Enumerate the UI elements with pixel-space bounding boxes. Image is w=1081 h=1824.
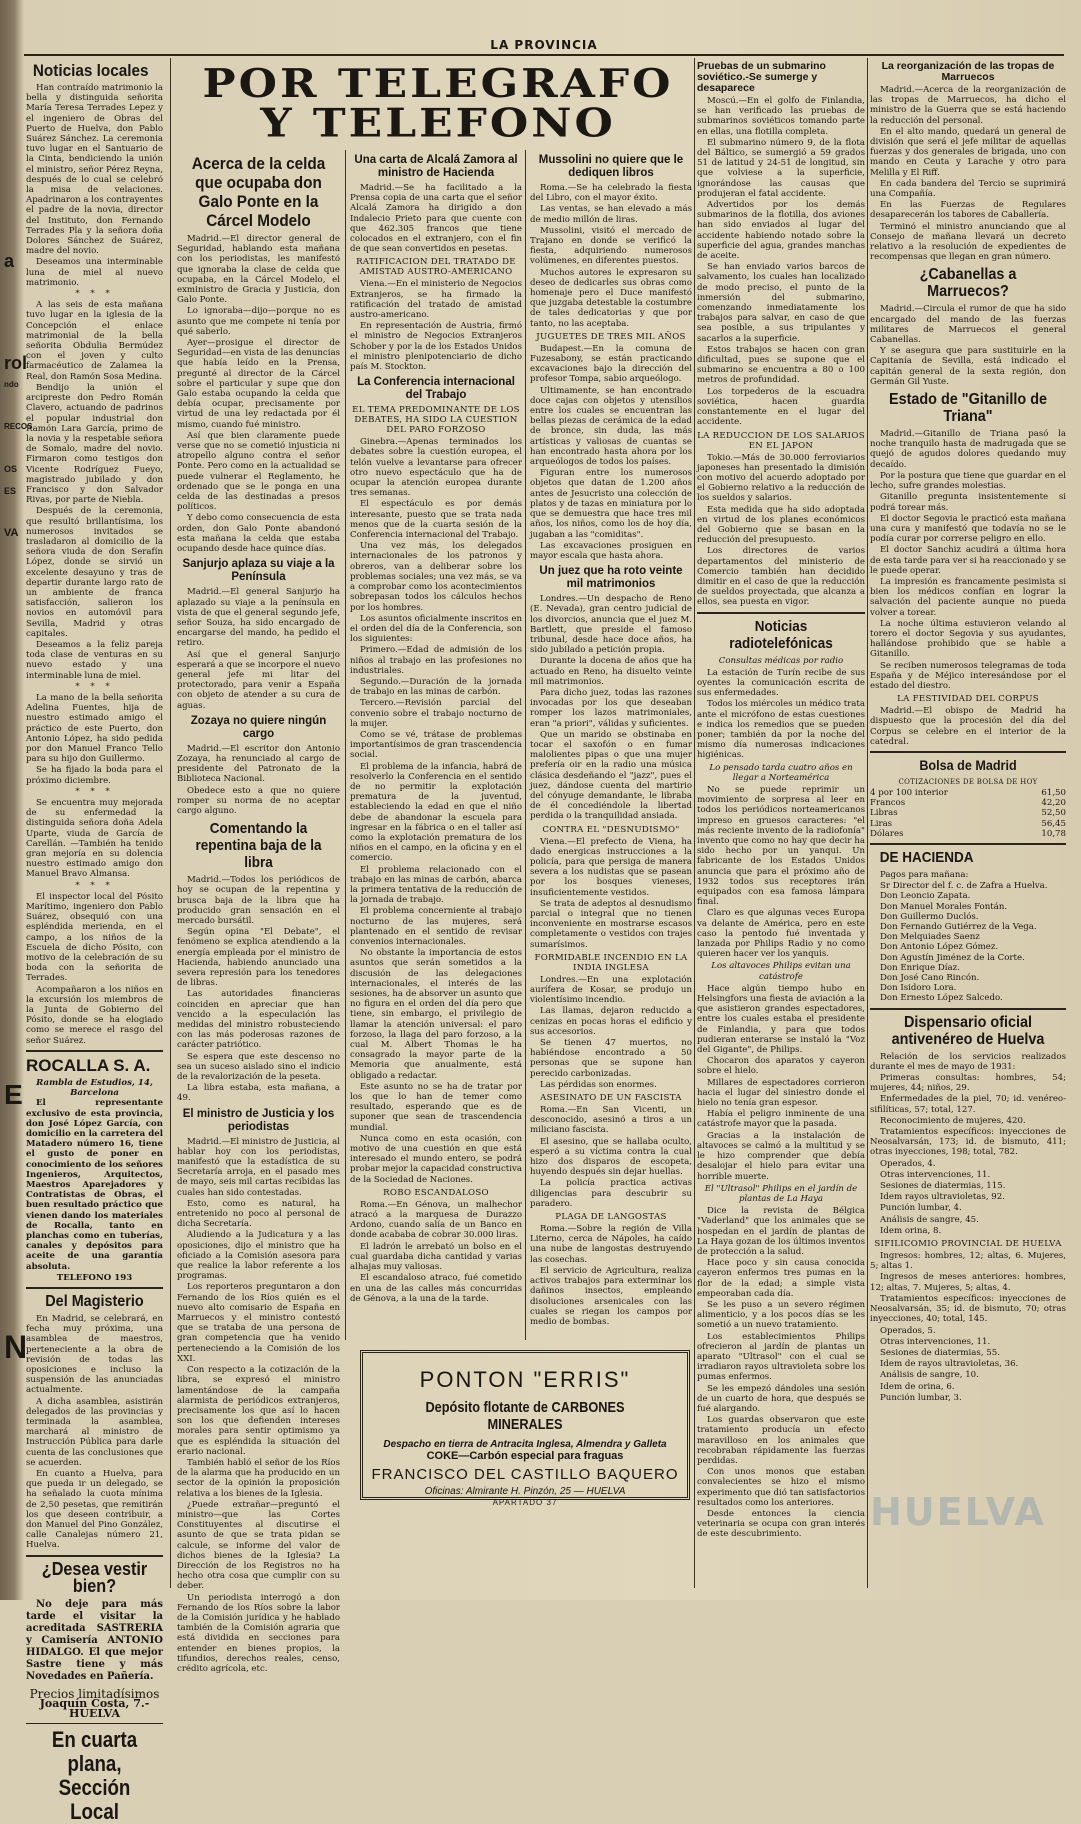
paragraph: El doctor Sanchiz acudirá a última hora de esta tarde para ver si ha reaccionado y se le puede operar. <box>870 545 1066 576</box>
paragraph: En el alto mando, quedará un general de división que será el jefe militar de aquellas fuerzas y dos generales de brigada, uno con mando en Ceuta y Larache y otro para Melilla y El Riff. <box>870 126 1066 178</box>
paragraph: Un periodista interrogó a don Fernando de los Ríos sobre la labor de la Comisión jurídica y he hablado también de la Comisión agraria que está dividida en secciones para entender en bienes propios, la tifundios, derechos reales, censo, crédito agrícola, etc. <box>177 1592 340 1674</box>
paragraph: Los asuntos oficialmente inscritos en el orden del día de la Conferencia, son los siguientes: <box>350 613 522 645</box>
paragraph: Había el peligro inminente de una catástrofe mayor que la pasada. <box>697 1109 865 1130</box>
paragraph: Madrid.—El obispo de Madrid ha dispuesto que la procesión del día del Corpus se celebre en el interior de la catedral. <box>870 706 1066 747</box>
paragraph: Viena.—El prefecto de Viena, ha dado energicas instrucciones a la policía, para que persiga de manera severa a los nudistas que se pasean por los bosques vieneses, insuficientemente vestidos. <box>530 836 692 898</box>
headline-radio: Noticias radiotelefónicas <box>729 617 833 652</box>
paragraph: Tratamientos específicos: inyecciones de Neosalvarsán, 35; id. de bismuto, 70; otras inyecciones, 40; total, 145. <box>870 1293 1066 1325</box>
paragraph: El escandaloso atraco, fué cometido en una de las calles más concurridas de Génova, a la una de la tarde. <box>350 1273 522 1304</box>
paragraph: El submarino número 9, de la flota del Báltico, se sumergió a 59 grados 51 de latitud y 24-51 de longitud, sin que volviese a la superficie, ignorándose las causas que produjeran el fatal accidente. <box>697 137 865 199</box>
divider <box>870 751 1066 753</box>
paragraph: Operados, 5. <box>880 1325 936 1336</box>
paragraph: Nunca como en esta ocasión, con motivo de una cuestión en que está interesado el mundo entero, se podrá probar mejor la capacidad constructiva de la Sociedad de Naciones. <box>350 1133 522 1185</box>
list-item: Don Agustín Jiménez de la Corte. <box>880 952 1025 963</box>
row-value: 61,50 <box>1041 787 1066 798</box>
paragraph: La noche última estuvieron velando al torero el doctor Segovia y sus ayudantes, hallándose prohibido que se hable a Gitanillo. <box>870 618 1066 660</box>
paragraph: No obstante la importancia de estos asuntos que serán sometidos a la discusión de las delegaciones internacionales, el interés de las sesiones, ha de absorver un asunto que no figura en el orden del día pero que tiene, sin embargo, el privilegio de llamar la atención universal: el paro forzoso, la llaga del paro forzoso, a la cual M. Albert Thomas le ha consagrado la mayor parte de la Memoria que anualmente, está obligado a redactar. <box>350 948 523 1081</box>
paragraph: La policía practica activas diligencias para descubrir su paradero. <box>530 1178 692 1209</box>
paragraph: Una vez más, los delegados internacionales de los patronos y obreros, van a deliberar sobre los problemas sociales; una vez más, se va a comprobar como los acontecimientos sobrepasan todos los cálculos hechos por los hombres. <box>350 541 522 613</box>
fragment: RECOS <box>4 422 33 431</box>
paragraph: Segundo.—Duración de la jornada de trabajo en las minas de carbón. <box>350 676 522 698</box>
paragraph: También habló el señor de los Ríos de la alarma que ha producido en un sector de la opinión la proposición relativa a los bienes de la Iglesia. <box>177 1457 340 1499</box>
magisterio-title: Del Magisterio <box>45 1292 144 1310</box>
paragraph: Acompañaron a los niños en la excursión los miembros de la Junta de Gobierno del Pósito, donde se ha elogiado como se merece el rasgo del señor Suárez. <box>26 984 163 1046</box>
paragraph: Idem orina, 8. <box>880 1225 942 1236</box>
paragraph: Madrid.—Gitanillo de Triana pasó la noche tranquilo hasta de madrugada que se quejó de agudos dolores quedando muy decaído. <box>870 429 1066 470</box>
paragraph: Esta medida que ha sido adoptada en virtud de los planes económicos del Gobierno que se basan en la reducción del presupuesto. <box>697 504 865 546</box>
row-value: 10,78 <box>1041 828 1066 839</box>
paragraph: El espectáculo es por demás interesante, puesto que se trata nada menos que de la cuarta sesión de la Conferencia internacional del Trabajo. <box>350 499 522 541</box>
paragraph: El asesino, que se hallaba oculto, esperó a su víctima contra la cual hizo dos disparos de escopeta, huyendo después sin dejar huellas. <box>530 1136 692 1178</box>
paragraph: El problema de la infancia, habrá de resolverlo la Conferencia en el sentido de no permitir la explotación prematura de la juventud, estableciendo la edad en que el niño debe de abandonar la escuela para ingresar en la fábrica o en el taller así como la explotación prematura de los niños en el campo, en la oficina y en el comercio. <box>350 761 522 864</box>
paragraph: Se trata de adeptos al desnudismo parcial o integral que no tienen inconveniente en mostrarse escasos completamente o vestidos con trajes sumarísimos. <box>530 898 692 950</box>
paragraph: Punción lumbar, 3. <box>880 1392 962 1403</box>
subheading: JUGUETES DE TRES MIL AÑOS <box>536 331 686 342</box>
paragraph: El inspector local del Pósito Marítimo, ingeniero don Pablo Suárez, obsequió con una espléndida merienda, en el campo, a los niños de la Escuela de dicho Pósito, con motivo de la celebración de su boda con la señorita de Terrades. <box>26 891 163 984</box>
table-row <box>870 808 1066 818</box>
main-headline <box>183 60 693 147</box>
paragraph: Ultimamente, se han encontrado doce cajas con objetos y utensilios entre los cuales se encuentran las bellas piezas de cerámica de la edad de bronce, sin duda, las más artísticas y valiosas de cuantas se han encontrado hasta ahora por los arqueólogos de todos los países. <box>530 385 692 468</box>
list-item: Don Antonio López Gómez. <box>880 942 999 953</box>
headline-dispensario: Dispensario oficial antivenéreo de Huelva <box>891 1013 1045 1048</box>
paragraph: Así que bien claramente puede verse que no se cometió injusticia ni atropello alguno contra el señor Ponte. Pero como en la actualidad se puede vulnerar el Reglamento, he ordenado que se le ponga en una celda de las destinadas a presos políticos. <box>177 430 340 513</box>
paragraph: Se encuentra muy mejorada de su enfermedad la distinguida señora doña Adela Uparte, viuda de García de Carellán. —También ha tenido gran mejoría en su dolencia nuestro estimado amigo don Manuel Bravo Almansa. <box>26 798 163 880</box>
table-row <box>870 829 1066 839</box>
paragraph: Idem rayos ultravioletas, 92. <box>880 1192 1005 1203</box>
bolsa-subheading: COTIZACIONES DE BOLSA DE HOY <box>898 777 1038 786</box>
paragraph: El ladrón le arrebató un bolso en el cual guardaba dicha cantidad y varias alhajas muy valiosas. <box>350 1241 522 1273</box>
paragraph: Lo ignoraba—dijo—porque no es asunto que me compete ni tenía por qué saberlo. <box>177 306 340 337</box>
paragraph: Se han enviado varios barcos de salvamento, los cuales han localizado de modo preciso, el punto de la inmersión del submarino, comenzando inmediatamente los trabajos para salvar, en caso de que sea posible, a sus tripulantes y sacarlos a la superficie. <box>697 262 865 344</box>
vestir-body: No deje para más tarde el visitar la acreditada SASTRERIA y Camisería ANTONIO HIDALGO. El que mejor Sastre tiene y más Novedades en Pañería. <box>26 1598 163 1682</box>
main-headline-line1: POR TELEGRAFO <box>202 60 674 107</box>
carbones-advertisement <box>360 1350 690 1507</box>
paragraph: Deseamos una interminable luna de miel al nuevo matrimonio. <box>26 257 163 288</box>
column-rule <box>345 150 346 1340</box>
rocalla-phone: TELEFONO 193 <box>56 1272 133 1283</box>
paragraph: Primeras consultas: hombres, 54; mujeres, 44; niños, 29. <box>870 1073 1066 1094</box>
row-label: Liras <box>870 818 893 829</box>
paragraph: Moscú.—En el golfo de Finlandia, se han verificado las pruebas de submarinos soviéticos tomando parte en ellas, una flotilla completa. <box>697 96 865 137</box>
subheading: Los altavoces Philips evitan una catástrofe <box>711 961 851 982</box>
paragraph: Claro es que algunas veces Europa va delante de América, pero en este caso la pentodo fué inventada y lanzada por Philips Radio y no como quieren hacer ver los yanquis. <box>697 908 865 960</box>
paragraph: Chocaron dos aparatos y cayeron sobre el hielo. <box>697 1056 865 1077</box>
list-item: Don Manuel Morales Fontán. <box>880 901 1008 912</box>
subheading: PLAGA DE LANGOSTAS <box>555 1212 667 1223</box>
cuarta-plana: En cuarta plana, Sección Local <box>51 1727 138 1824</box>
list-item: Don Isidoro Lora. <box>880 983 957 994</box>
subheading: RATIFICACION DEL TRATADO DE AMISTAD AUSTRO-AMERICANO <box>356 257 516 278</box>
divider <box>870 843 1066 845</box>
column-5 <box>697 58 865 1588</box>
paragraph: Los guardas observaron que este tratamiento producía un efecto maravilloso en los animales que recobraban rápidamente las fuerzas perdidas. <box>697 1415 865 1466</box>
paragraph: Otras intervenciones, 11. <box>880 1169 991 1180</box>
divider <box>26 1287 163 1289</box>
headline-mussolini: Mussolini no quiere que le dediquen libros <box>538 154 684 179</box>
headline-gitanillo: Estado de "Gitanillo de Triana" <box>888 391 1048 426</box>
separator: * * * <box>75 289 114 300</box>
paragraph: Madrid.—Se ha facilitado a la Prensa copia de una carta que el señor Alcalá Zamora ha dirigido a don Indalecio Prieto para que cuente con que 462.305 francos que tiene colocados en el extranjero, con el fin de que sean convertidos en pesetas. <box>350 183 522 255</box>
paragraph: ¿Puede extrañar—preguntó el ministro—que las Cortes Constituyentes al discutirse el asunto de que se trata pidan se calcule, se informe del valor de dichos bienes de la Iglesia? La Dirección de los Registros no ha hecho otra cosa que cumplir con su deber. <box>177 1499 340 1592</box>
paragraph: Las pérdidas son enormes. <box>540 1079 657 1090</box>
table-row <box>870 819 1066 829</box>
paragraph: Esto, como es natural, ha entretenido no poco al personal de dicha Secretaría. <box>177 1198 340 1230</box>
paragraph: Advertidos por los demás submarinos de la flotilla, dos aviones han sido enviados al lugar del accidente habiendo notado sobre la superficie del agua, grandes manchas de aceite. <box>697 200 865 262</box>
vestir-title: ¿Desea vestir bien? <box>41 1558 148 1596</box>
paragraph: Hace algún tiempo hubo en Helsingfors una fiesta de aviación a la que asistieron grandes espectadores, entre los cuales estaba el presidente de Finlandia, y para que todos pudieran enterarse se instaló la "Voz del Gigante", de Philips. <box>697 983 865 1056</box>
paragraph: Idem de orina, 6. <box>880 1381 955 1392</box>
paragraph: A dicha asamblea, asistirán delegados de las provincias y terminada la asamblea, marchará al ministro de Instrucción Pública para darle cuenta de las conclusiones que se acuerden. <box>26 1396 163 1468</box>
paragraph: Punción lumbar, 4. <box>880 1203 962 1214</box>
separator: * * * <box>75 786 114 797</box>
paragraph: Y debo como consecuencia de esta orden, don Galo Ponte abandonó esta mañana la celda que estaba ocupando desde hace quince días. <box>177 513 340 555</box>
paragraph: En cada bandera del Tercio se suprimirá una Compañía. <box>870 178 1066 200</box>
headline-zozaya: Zozaya no quiere ningún cargo <box>190 714 327 740</box>
divider <box>26 1050 163 1052</box>
divider <box>870 1008 1066 1010</box>
paragraph: Las autoridades financieras coinciden en apreciar que han vencido a la especulación las medidas del ministro robusteciendo con las más poderosas razones de carácter patriótico. <box>177 989 340 1051</box>
paragraph: Las llamas, dejaron reducido a cenizas en pocas horas el edificio y sus accesorios. <box>530 1006 692 1037</box>
paragraph: Análisis de sangre, 10. <box>880 1370 979 1381</box>
paragraph: Tercero.—Revisión parcial del convenio sobre el trabajo nocturno de la mujer. <box>350 698 522 729</box>
paragraph: Roma.—En San Vicenti, un desconocido, asesinó a tiros a un miliciano fascista. <box>530 1105 692 1136</box>
headline-bolsa: Bolsa de Madrid <box>919 756 1017 773</box>
paragraph: Roma.—En Génova, un malhechor atracó a la marquesa de Durazzo Ardono, cuando salía de un Banco en donde acababa de cobrar 30.000 liras. <box>350 1199 522 1241</box>
row-value: 52,50 <box>1041 808 1066 819</box>
paragraph: La estación de Turín recibe de sus oyentes la comunicación escrita de sus enfermedades. <box>697 667 865 699</box>
paragraph: Enfermedades de la piel, 70; id. venéreo-sifilíticas, 57; total, 127. <box>870 1094 1066 1115</box>
paragraph: Y se asegura que para sustituirle en la Capitanía de Sevilla, está indicado el capitán general de la sexta región, don Germán Gil Yuste. <box>870 346 1066 387</box>
subheading: SIFILICOMIO PROVINCIAL DE HUELVA <box>874 1239 1062 1250</box>
paragraph: Londres.—En una explotación aurífera de Kosar, se produjo un violentísimo incendio. <box>530 974 692 1006</box>
table-row <box>870 798 1066 808</box>
fragment: E <box>4 1079 23 1110</box>
paragraph: Los torpederos de la escuadra soviética, hacen guardia constantemente en el lugar del accidente. <box>697 386 865 428</box>
paragraph: Este asunto no se ha de tratar por los que lo han de temer como resultado, esperando que es de suponer que sean de trascendencia mundial. <box>350 1081 522 1133</box>
paragraph: Con unos monos que estaban convalecientes se hizo el mismo experimento que dió tan satisfactorios resultados como los anteriores. <box>697 1467 865 1508</box>
paragraph: Terminó el ministro anunciando que al Consejo de mañana llevará un decreto relativo a la resolución de expedientes de recompensas que llegan en gran número. <box>870 221 1066 263</box>
column-6 <box>870 58 1066 1588</box>
rocalla-title: ROCALLA S. A. <box>26 1055 151 1075</box>
paragraph: Sesiones de diatermias, 115. <box>880 1181 1006 1192</box>
paragraph: Gracias a la instalación de altavoces se calmó a la multitud y se le hizo comprender que debía desalojar el hielo para evitar una horrible muerte. <box>697 1130 865 1182</box>
vestir-address: Joaquín Costa, 7.-HUELVA <box>39 1696 150 1721</box>
row-label: 4 por 100 interior <box>870 787 948 798</box>
paragraph: El problema relacionado con el trabajo en las minas de carbón, abarca la primera tentativa de la reducción de la jornada de trabajo. <box>350 864 522 906</box>
paragraph: Que un marido se obstinaba en tocar el saxofón o en fumar malolientes pipas o que una mujer prefería oir en la radio una música clásica desdeñando el "jazz", pues el juez, dándose cuenta del martirio del cónyuge demandante, le libraba de él concediéndole la libertad perdida o la tranquilidad ansiada. <box>530 729 692 822</box>
ad-address: Oficinas: Almirante H. Pinzón, 25 — HUELVA <box>424 1486 626 1497</box>
paragraph: Aludiendo a la Judicatura y a las oposiciones, dijo el ministro que ha oficiado a la Comisión asesora para que realice la labor referente a los programas. <box>177 1230 340 1282</box>
headline-celda: Acerca de la celda que ocupaba don Galo Ponte en la Cárcel Modelo <box>191 154 326 230</box>
paragraph: No se puede reprimir un movimiento de sorpresa al leer en todos los periódicos norteamericanos impreso en gruesos caracteres: "el más reciente invento de la radiofonía" invento que como no hay que decir ha sido hecho por un yanqui. Un fabricante de los Estados Unidos anuncia que para el próximo año de 1932 todos sus receptores irán equipados con esa famosa lámpara final. <box>697 784 865 908</box>
row-label: Francos <box>870 798 906 809</box>
paragraph: Después de la ceremonia, que resultó brillantísima, los numerosos invitados se trasladaron al domicilio de la señora viuda de don Serafín López, donde se sirvió un excelente desayuno y tras de departir durante largo rato de un ambiente de franca satisfacción, salieron los novios en automóvil para Sevilla, Madrid y otras capitales. <box>26 506 163 639</box>
paragraph: Millares de espectadores corrieron hacia el lugar del siniestro donde el hielo no tenía gran espesor. <box>697 1077 865 1109</box>
paragraph: Se les puso a un severo régimen alimenticio, y a los pocos días se les sometió a un nuevo tratamiento. <box>697 1299 865 1331</box>
paragraph: Estos trabajos se hacen con gran dificultad, pues se supone que el submarino se encuentra a 80 o 100 metros de profundidad. <box>697 344 865 386</box>
paragraph: Muchos autores le expresaron su deseo de dedicarles sus obras como homenaje pero el Duce manifestó que juzgaba detestable la costumbre de tales dedicatorias y que por tanto, no las aceptaba. <box>530 267 692 329</box>
paragraph: Durante la docena de años que ha actuado en Reno, ha disuelto veinte mil matrimonios. <box>530 656 692 687</box>
paragraph: Tratamientos específicos: inyecciones de Neosalvarsán, 173; id. de bismuto, 411; otras inyecciones, 198; total, 782. <box>870 1127 1066 1158</box>
paragraph: Dice la revista de Bélgica "Vaderland" que los animales que se hospedan en el jardín de plantas de La Haya gozan de los últimos inventos de protección a la salud. <box>697 1206 865 1257</box>
separator: * * * <box>75 880 114 891</box>
paragraph: Ingresos: hombres, 12; altas, 6. Mujeres, 5; altas 1. <box>870 1251 1066 1272</box>
paragraph: Se les empezó dándoles una sesión de un cuarto de hora, que después se fué alargando. <box>697 1383 865 1414</box>
list-item: Don José Cano Rincón. <box>880 973 980 984</box>
left-edge-fragments <box>4 230 33 1530</box>
paragraph: Madrid.—El general Sanjurjo ha aplazado su viaje a la península en vista de que el general segundo jefe, señor Souza, ha sido encargado de encargarse del mando, ha pedido el retiro. <box>177 587 340 649</box>
paragraph: El problema concerniente al trabajo nocturno de las mujeres, será plantenado en el sentido de revisar convenios internacionales. <box>350 906 522 947</box>
headline-sanjurjo: Sanjurjo aplaza su viaje a la Península <box>182 558 335 584</box>
paragraph: En las Fuerzas de Regulares desaparecerán los tabores de Caballería. <box>870 200 1066 221</box>
column-local-news <box>26 58 163 1824</box>
paragraph: Relación de los servicios realizados durante el mes de mayo de 1931: <box>870 1051 1066 1072</box>
rocalla-address: Rambla de Estudios, 14, Barcelona <box>36 1077 153 1099</box>
row-label: Libras <box>870 808 898 819</box>
fragment: ES <box>4 486 17 496</box>
paragraph: Deseamos a la feliz pareja toda clase de venturas en su nuevo estado y una interminable luna de miel. <box>26 639 163 681</box>
list-item: Don Guillermo Duclós. <box>880 911 979 922</box>
paragraph: Mussolini, visitó el mercado de Trajano en donde se verificó la fiesta, adquiriendo numerosos volúmenes, en diferentes puestos. <box>530 225 692 267</box>
paragraph: En Madrid, se celebrará, en fecha muy próxima, una asamblea de maestros, perteneciente a la obra de revisión de todas las oposiciones e incluso la suspensión de las anunciadas actualmente. <box>26 1313 163 1396</box>
section-title: Noticias locales <box>32 61 149 80</box>
paragraph: Londres.—Un despacho de Reno (E. Nevada), gran centro judicial de los divorcios, anuncia que el juez M. Bartlett, que preside el famoso tribunal, desde hace doce años, ha sido jubilado a petición propia. <box>530 594 692 656</box>
paragraph: Primero.—Edad de admisión de los niños al trabajo en las profesiones no industriales. <box>350 645 522 676</box>
headline-hacienda: DE HACIENDA <box>879 848 974 866</box>
paragraph: Como se vé, trátase de problemas importantísimos de gran trascendencia social. <box>350 729 522 761</box>
paragraph: El doctor Segovia le practicó esta mañana una cura y manifestó que todavía no se le podía curar por correrse peligro en ello. <box>870 513 1066 545</box>
paragraph: Obedece esto a que no quiere romper su norma de no aceptar cargo alguno. <box>177 785 340 816</box>
column-rule <box>525 150 526 1340</box>
row-value: 42,20 <box>1041 798 1066 809</box>
paragraph: Los reporteros preguntaron a don Fernando de los Ríos quién es el nuevo alto comisario de España en Marruecos y el ministro contestó que se trataba de una persona de gran competencia que ha venido perteneciendo a la Comisión de los XXI. <box>177 1282 340 1364</box>
divider <box>26 1555 163 1557</box>
paragraph: Madrid.—El ministro de Justicia, al hablar hoy con los periodistas, manifestó que la estadística de su Secretaría arroja, en el pasado mes de mayo, seis mil cartas recibidas las cuales han sido contestadas. <box>177 1136 340 1198</box>
paragraph: Madrid.—Acerca de la reorganización de las tropas de Marruecos, ha dicho el ministro de la Guerra que se está haciendo la reducción del personal. <box>870 85 1066 126</box>
subheading: ROBO ESCANDALOSO <box>383 1187 489 1198</box>
hacienda-list <box>870 881 1066 1003</box>
paragraph: A las seis de esta mañana tuvo lugar en la iglesia de la Concepción el enlace matrimonial de la bella señorita Obdulia Bermúdez con el joven y culto farmacéutico de Zalamea la Real, don Ramón Sosa Medina. <box>26 300 163 382</box>
fragment: OS <box>4 464 18 474</box>
subheading: CONTRA EL "DESNUDISMO" <box>542 824 680 835</box>
main-headline-line2: Y TELEFONO <box>260 100 616 147</box>
paragraph: Se espera que este descenso no sea un suceso aislado sino el indicio de la revalorización de la peseta. <box>177 1051 340 1083</box>
headline-juez: Un juez que ha roto veinte mil matrimonios <box>539 565 683 591</box>
list-item: Don Melquiades Saenz <box>880 932 980 943</box>
column-rule <box>170 58 171 1588</box>
paragraph: Los directores de varios departamentos del ministerio de Comercio también han decidido dimitir en el caso de que la reducción de sueldos proyectada, que alcanza a ellos, sea puesta en vigor. <box>697 546 865 608</box>
paragraph: Las excavaciones prosiguen en mayor escala que hasta ahora. <box>530 540 692 561</box>
paragraph: Reconocimiento de mujeres, 420. <box>880 1115 1026 1126</box>
subheading: LA FESTIVIDAD DEL CORPUS <box>897 694 1039 705</box>
paragraph: Operados, 4. <box>880 1158 936 1169</box>
paragraph: Se tienen 47 muertos, no habiéndose encontrado a 50 personas que se supone han perecido carbonizadas. <box>530 1038 692 1079</box>
paragraph: Madrid.—Todos los periódicos de hoy se ocupan de la repentina y brusca baja de la libra que ha producido gran sensación en el mercado bursátil. <box>177 875 340 926</box>
paragraph: Viena.—En el ministerio de Negocios Extranjeros, se ha firmado la ratificación del tratado de amistad austro-americano. <box>350 279 522 321</box>
headline-conferencia: La Conferencia internacional del Trabajo <box>357 376 515 402</box>
rocalla-body: El representante exclusivo de esta provincia, don José López García, con domicilio en la carretera del Matadero número 16, tiene el gusto de poner en conocimiento de los señores Ingenieros, Arquitectos, Maestros Aparejadores y Contratistas de Obras, el buen resultado práctico que vienen dando los materiales de Rocalla, tanto en planchas como en tuberías, canales y depósitos para aceite de una garantía absoluta. <box>26 1098 163 1272</box>
paragraph: Roma.—Se ha celebrado la fiesta del Libro, con el mayor éxito. <box>530 183 692 204</box>
subheading: FORMIDABLE INCENDIO EN LA INDIA INGLESA <box>534 952 688 973</box>
subheading: LA REDUCCION DE LOS SALARIOS EN EL JAPON <box>697 430 865 451</box>
list-item: Don Fernando Gutiérrez de la Vega. <box>880 922 1037 932</box>
paragraph: En cuanto a Huelva, para que pueda ir un delegado, se ha señalado la cuota mínima de 2,50 pesetas, que remitirán los que deseen contribuir, a don Manuel del Pino González, calle Canalejas número 21, Huelva. <box>26 1469 163 1551</box>
paragraph: Según opina "El Debate", el fenómeno se explica atendiendo a la energía empleada por el ministro de Hacienda, habiendo anunciado una severa represión para los tenedores de libras. <box>177 927 340 989</box>
list-item: Don Ernesto López Salcedo. <box>880 993 1003 1004</box>
paragraph: Sesiones de diatermias, 55. <box>880 1347 1000 1358</box>
headline-libra: Comentando la repentina baja de la libra <box>195 820 322 872</box>
paragraph: El servicio de Agricultura, realiza activos trabajos para exterminar los dañinos insectos, empleando disoluciones arsenicales con las cuales se riegan los campos por medio de bombas. <box>530 1265 692 1327</box>
paragraph: Roma.—Sobre la región de Villa Literno, cerca de Nápoles, ha caído una nube de langostas destruyendo las cosechas. <box>530 1224 692 1265</box>
paragraph: Hace poco y sin causa conocida cayeron enfermos tres pumas en la flor de la edad; a simple vista empeoraban cada día. <box>697 1258 865 1299</box>
paragraph: Gitanillo pregunta insistentemente si podrá torear más. <box>870 492 1066 513</box>
paragraph: La impresión es francamente pesimista si bien los médicos confían en lograr la salvación del paciente aunque no pueda volver a torear. <box>870 576 1066 618</box>
paragraph: Figuran entre los numerosos objetos que datan de 1.200 años antes de Jesucristo una colección de platos y de tazas en miniatura por lo que se demuestra que hace tres mil años, los niños, como los de hoy día, jugaban a las "comiditas". <box>530 468 692 540</box>
column-2 <box>177 150 340 1674</box>
subheading: El "Ultrasol" Philips en el jardín de plantas de La Haya <box>704 1183 858 1204</box>
table-row <box>870 788 1066 798</box>
paragraph: Para dicho juez, todas las razones invocadas por los que deseaban romper los lazos matrimoniales, eran "a priori", válidas y suficientes. <box>530 687 692 729</box>
row-label: Dólares <box>870 828 904 839</box>
paragraph: La mano de la bella señorita Adelina Fuentes, hija de nuestro estimado amigo el práctico de este Puerto, don Antonio López, ha sido pedida por don Manuel Franco Tello para su hijo don Guillermo. <box>26 692 163 765</box>
paragraph: Madrid.—El director general de Seguridad, hablando esta mañana con los periodistas, les manifestó que ignoraba la clase de celda que ocupaba, en la Cárcel Modelo, el exministro de Gracia y Justicia, don Galo Ponte. <box>177 234 340 306</box>
paragraph: Ingresos de meses anteriores: hombres, 12; altas, 7. Mujeres, 5; altas, 4. <box>870 1272 1066 1293</box>
fragment: N <box>4 1329 28 1365</box>
paragraph: Budapest.—En la comuna de Fuzesabony, se están practicando excavaciones bajo la dirección del profesor Tompa, sabio arqueólogo. <box>530 343 692 385</box>
list-item: Don Enrique Díaz. <box>880 962 960 973</box>
headline-submarino: Pruebas de un submarino soviético.-Se sumerge y desaparece <box>697 60 826 94</box>
ad-line2: COKE—Carbón especial para fraguas <box>426 1450 624 1462</box>
paragraph: En representación de Austria, firmó el ministro de Negocios Extranjeros Schober y por la de los Estados Unidos el ministro plenipotenciario de dicho país M. Stockton. <box>350 321 522 373</box>
column-rule <box>694 58 695 1588</box>
fragment: rol <box>4 353 28 373</box>
paragraph: Los establecimientos Philips ofrecieron al jardín de plantas un aparato "Ultrasol" con el cual se irradiaron rayos ultravioleta sobre los pumas enfermos. <box>697 1331 865 1383</box>
running-title: LA PROVINCIA <box>490 38 598 52</box>
paragraph: Pagos para mañana: <box>880 869 969 880</box>
bolsa-table <box>870 788 1066 839</box>
divider <box>697 612 865 614</box>
archive-watermark: HUELVA <box>870 1490 1046 1534</box>
paragraph: Se reciben numerosos telegramas de toda España y de Méjico interesándose por el estado del diestro. <box>870 660 1066 691</box>
paragraph: Por la postura que tiene que guardar en el lecho, sufre grandes molestias. <box>870 470 1066 492</box>
headline-justicia: El ministro de Justicia y los periodistas <box>182 1107 335 1133</box>
paragraph: Han contraído matrimonio la bella y distinguida señorita María Teresa Terrades Lepez y el ingeniero de Obras del Puerto de Huelva, don Pablo Suárez Sánchez. La ceremonia tuvo lugar en el Santuario de la Cinta, bendiciendo la unión el ministro, señor Pérez Reyna, después de lo cual se celebró la misa de velaciones. Apadrinaron a los contrayentes el padre de la novia, director del Instituto, don Fernando Terrades Pla y la señora doña Dolores Sánchez de Suárez, madre del novio. <box>26 83 163 257</box>
masthead <box>24 38 1064 56</box>
headline-cabanellas: ¿Cabanellas a Marruecos? <box>919 266 1017 301</box>
subheading: Consultas médicas por radio <box>718 655 844 666</box>
fragment: VA <box>4 527 19 539</box>
paragraph: Así que el general Sanjurjo esperará a que se incorpore el nuevo general jefe mi litar del protectorado, para venir a España con objeto de atender a su cura de aguas. <box>177 649 340 711</box>
divider <box>26 1723 163 1724</box>
paragraph: Madrid.—Circula el rumor de que ha sido encargado del mando de las fuerzas militares de Marruecos el general Cabanellas. <box>870 304 1066 346</box>
paragraph: Tokio.—Más de 30.000 ferroviarios japoneses han presentado la dimisión con motivo del acuerdo adoptado por el Gobierno relativo a la reducción de los sueldos y salarios. <box>697 452 865 504</box>
paragraph: Con respecto a la cotización de la libra, se expresó el ministro lamentándose de la campaña alarmista de periódicos extranjeros, precisamente los que así lo hacen son los que defienden intereses morales para sentir optimismo ya que es espléndida la situación del erario nacional. <box>177 1365 340 1457</box>
row-value: 56,45 <box>1041 818 1066 829</box>
headline-carta: Una carta de Alcalá Zamora al ministro de Hacienda <box>354 154 518 179</box>
paragraph: Desde entonces la ciencia veterinaria se ocupa con gran interés de este descubrimiento. <box>697 1509 865 1540</box>
paragraph: Todos los miércoles un médico trata ante el micrófono de estas cuestiones e indica los remedios que se pueden poner; también da por la noche del mismo día numerosas indicaciones higiénicas. <box>697 699 865 761</box>
fragment: ndo <box>4 380 19 389</box>
paragraph: Madrid.—El escritor don Antonio Zozaya, ha renunciado al cargo de presidente del Patronato de la Biblioteca Nacional. <box>177 743 340 785</box>
headline-tropas: La reorganización de las tropas de Marruecos <box>881 60 1055 83</box>
column-4 <box>530 150 692 1340</box>
column-rule <box>867 58 868 1588</box>
paragraph: Análisis de sangre, 45. <box>880 1214 979 1225</box>
paragraph: Otras intervenciones, 11. <box>880 1336 991 1347</box>
list-item: Don Leoncio Zapata. <box>880 891 971 902</box>
separator: * * * <box>75 681 114 692</box>
paragraph: Se ha fijado la boda para el próximo diciembre. <box>26 765 163 786</box>
paragraph: Idem de rayos ultravioletas, 36. <box>880 1359 1019 1370</box>
ad-line1: Despacho en tierra de Antracita Inglesa, Almendra y Galleta <box>383 1439 667 1450</box>
ad-name: PONTON "ERRIS" <box>419 1367 631 1392</box>
ad-owner: FRANCISCO DEL CASTILLO BAQUERO <box>371 1466 679 1483</box>
paragraph: Ginebra.—Apenas terminados los debates sobre la cuestión europea, el telón vuelve a levantarse para ofrecer otro nuevo espectáculo que ha de ocupar la atención europea durante tres semanas. <box>350 437 522 499</box>
ad-title: Depósito flotante de CARBONES MINERALES <box>425 1399 625 1433</box>
paragraph: Las ventas, se han elevado a más de medio millón de liras. <box>530 204 692 225</box>
list-item: Sr Director del f. c. de Zafra a Huelva. <box>880 881 1048 892</box>
paragraph: Ayer—prosigue el director de Seguridad—en vista de las denuncias que había leído en la Prensa, pregunté al director de la Cárcel sobre el particular y supe que don Galo estaba ocupando la celda que debía ocupar, precisamente por virtud de una ley redactada por él mismo, cuando fué ministro. <box>177 338 340 430</box>
fragment: a <box>4 251 15 271</box>
subheading: ASESINATO DE UN FASCISTA <box>540 1093 682 1104</box>
column-3 <box>350 150 522 1340</box>
paragraph: Bendijo la unión el arcipreste don Pedro Román Clavero, actuando de padrinos el popular industrial don Ramón Lara García, primo de la novia y la respetable señora de Somalo, madre del novio. Firmaron como testigos don Vicente Rodríguez Fueyo, magistrado jubilado y don Francisco y don Salvador Rivas, por parte de Niebla. <box>26 382 163 506</box>
ad-box: APARTADO 37 <box>492 1498 558 1507</box>
paragraph: La libra estaba, esta mañana, a 49. <box>177 1083 340 1104</box>
subheading: Lo pensado tarda cuatro años en llegar a Norteamérica <box>709 762 853 783</box>
vestir-prices: Precios limitadísimos <box>29 1686 160 1701</box>
subheading: EL TEMA PREDOMINANTE DE LOS DEBATES, HA SIDO LA CUESTION DEL PARO FORZOSO <box>352 405 520 436</box>
